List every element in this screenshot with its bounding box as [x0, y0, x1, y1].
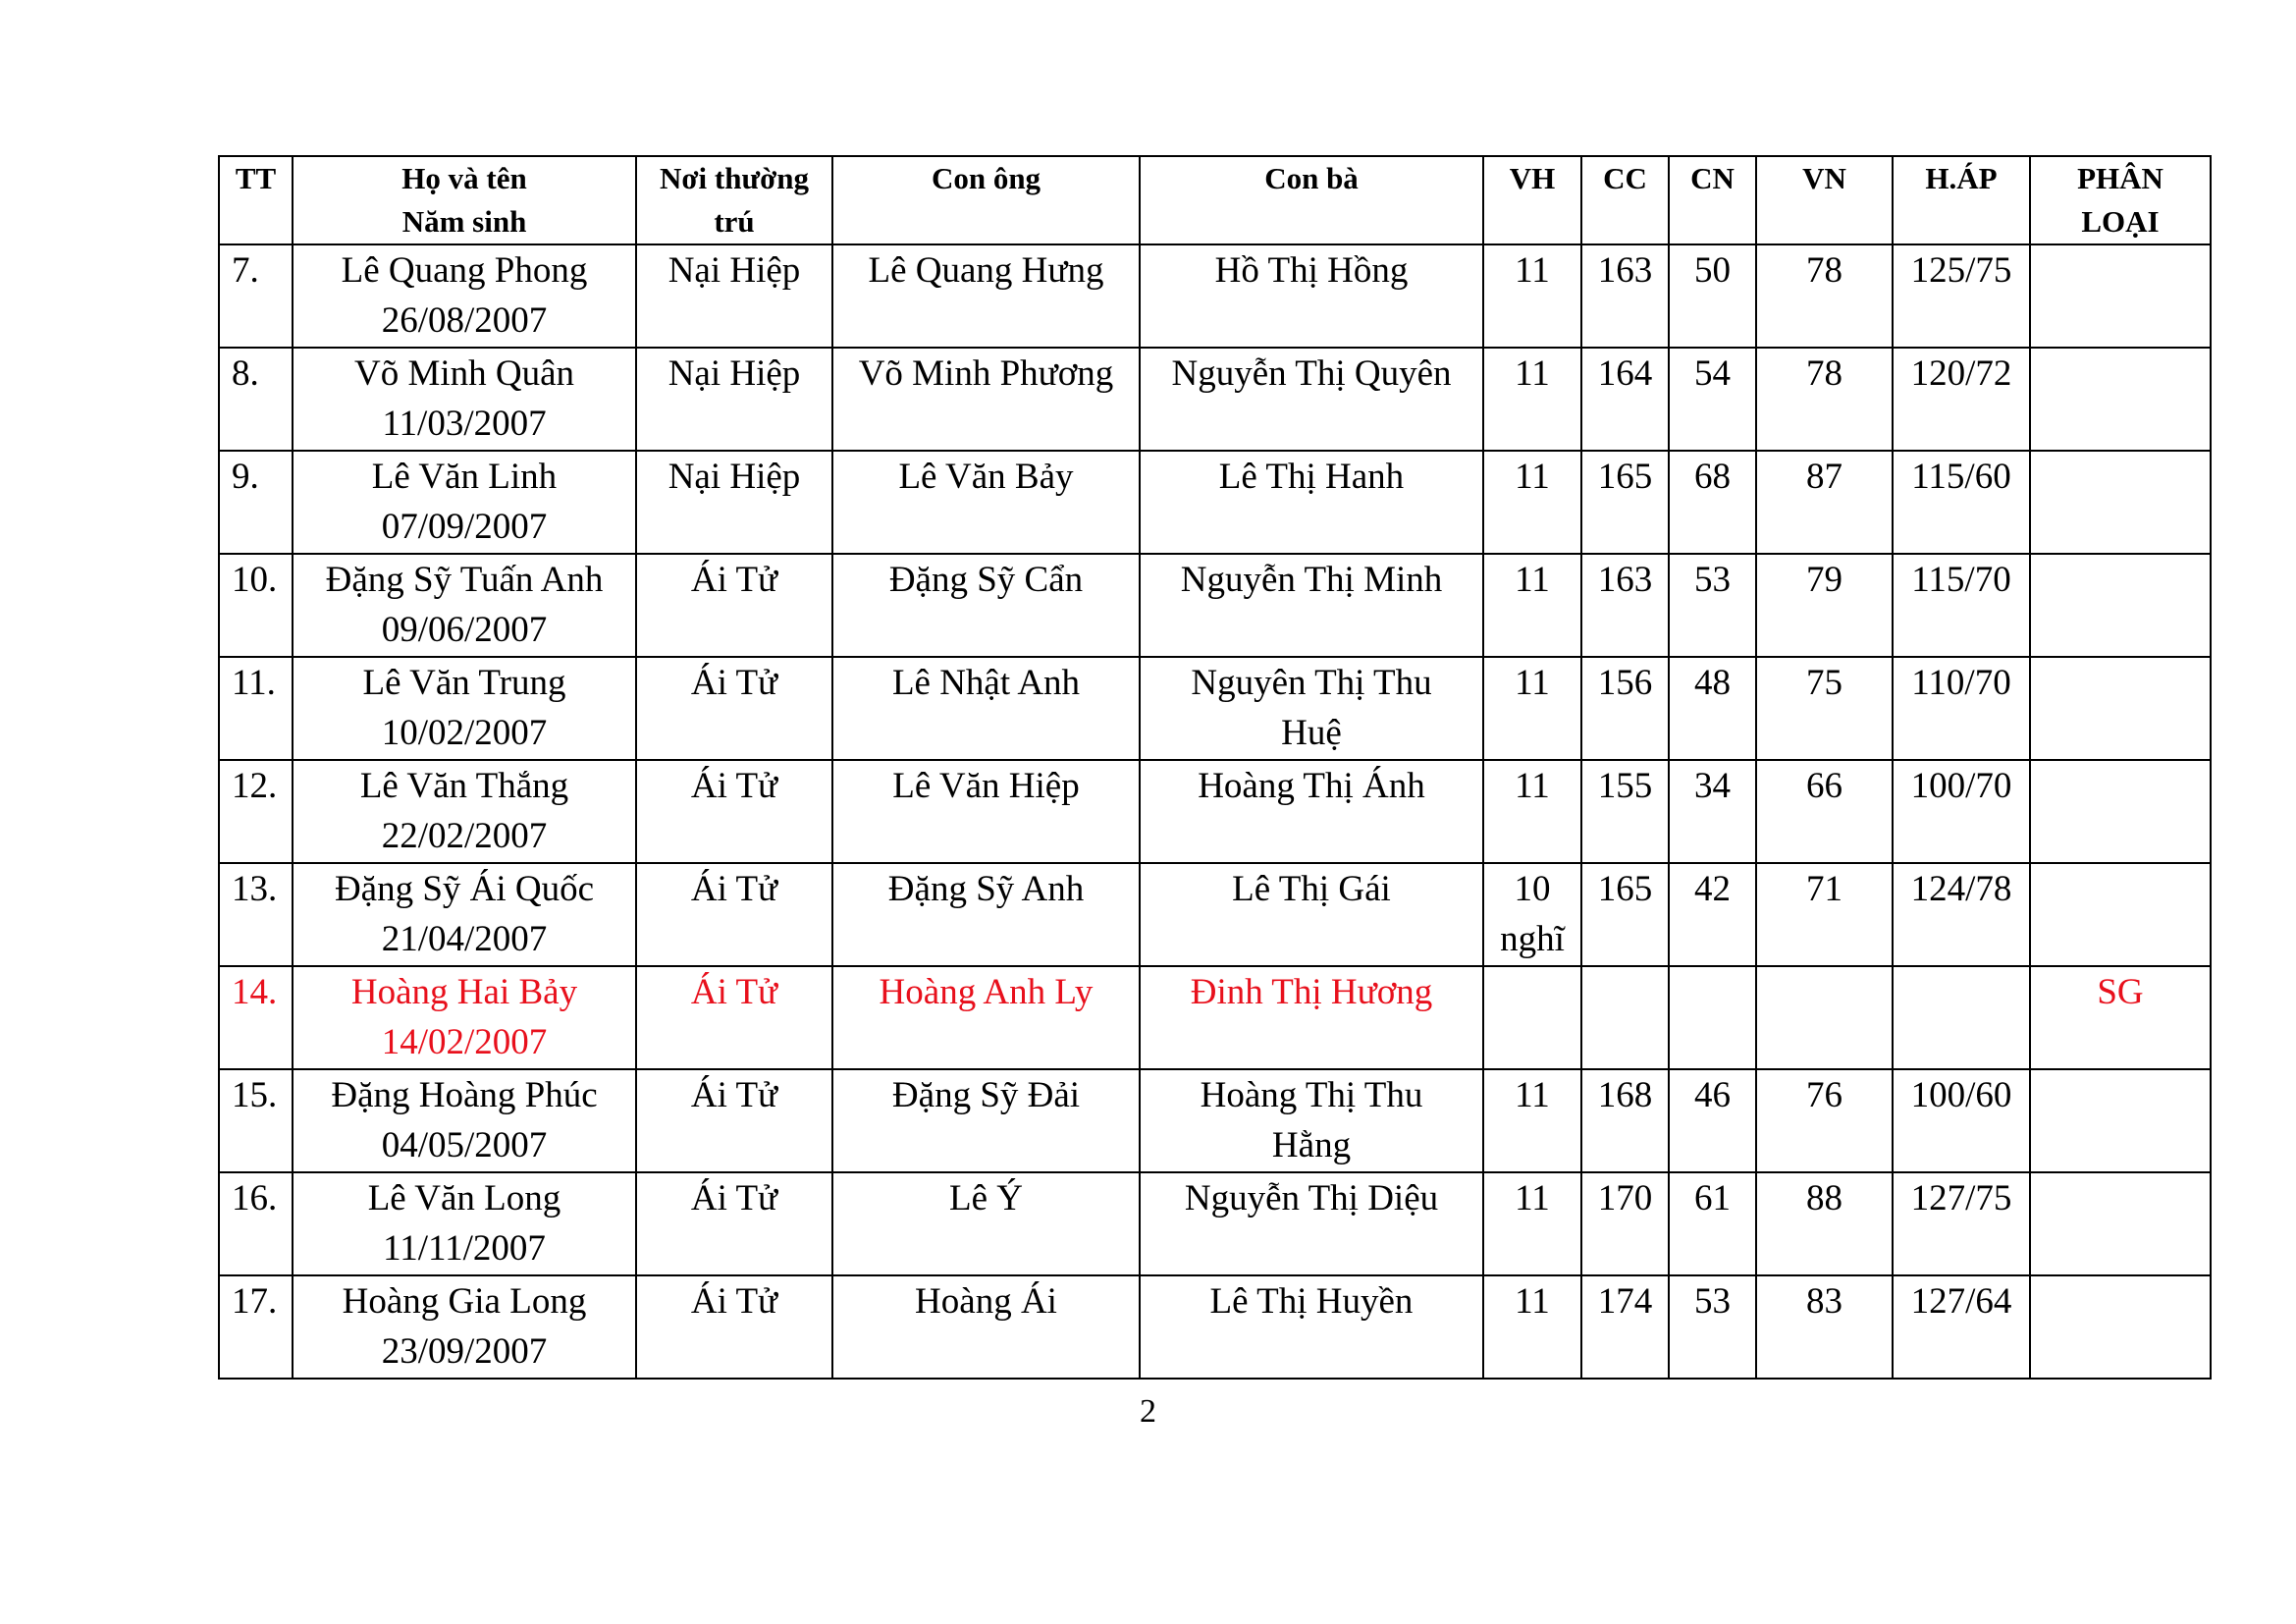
- cell-cc-text: 165: [1597, 869, 1653, 909]
- cell-father-text: Lê Văn Hiệp: [892, 766, 1080, 806]
- cell-vn: [1756, 1275, 1893, 1379]
- cell-hap-text: 100/70: [1910, 766, 2012, 806]
- table-row: [219, 1172, 2211, 1275]
- cell-mother-text: Nguyên Thị Thu: [1191, 663, 1432, 703]
- cell-name-dob-text: Võ Minh Quân: [353, 353, 575, 394]
- header-cn: CN: [1669, 156, 1756, 244]
- cell-tt: [219, 1069, 293, 1172]
- cell-mother-text: Lê Thị Hanh: [1218, 457, 1405, 497]
- cell-residence-text: Ái Tử: [690, 972, 778, 1012]
- cell-name-dob: [293, 244, 636, 348]
- cell-name-dob: [293, 966, 636, 1069]
- cell-residence-text: Ái Tử: [690, 663, 778, 703]
- cell-classification: [2030, 1069, 2211, 1172]
- cell-cc: [1581, 760, 1669, 863]
- cell-tt-text: 10.: [232, 560, 278, 600]
- table-row: [219, 1069, 2211, 1172]
- cell-name-dob-text: 22/02/2007: [381, 816, 548, 856]
- cell-cc-text: 163: [1597, 250, 1653, 291]
- cell-cc: [1581, 1069, 1669, 1172]
- cell-residence: [636, 966, 832, 1069]
- cell-residence-text: Nại Hiệp: [667, 250, 801, 291]
- cell-vh-text: 11: [1515, 663, 1550, 703]
- cell-cc-text: 164: [1597, 353, 1653, 394]
- cell-hap: [1893, 244, 2030, 348]
- cell-mother-text: Lê Thị Huyền: [1209, 1281, 1414, 1322]
- cell-cn: [1669, 966, 1756, 1069]
- cell-residence-text: Ái Tử: [690, 766, 778, 806]
- cell-residence: [636, 1069, 832, 1172]
- cell-cn-text: 48: [1694, 663, 1731, 703]
- cell-father: [832, 554, 1140, 657]
- cell-name-dob: [293, 1275, 636, 1379]
- cell-classification: [2030, 863, 2211, 966]
- cell-vh: [1483, 244, 1581, 348]
- cell-classification: [2030, 554, 2211, 657]
- cell-residence-text: Ái Tử: [690, 1075, 778, 1115]
- cell-cn: [1669, 1069, 1756, 1172]
- cell-cn: [1669, 1172, 1756, 1275]
- cell-father-text: Đặng Sỹ Anh: [887, 869, 1085, 909]
- cell-name-dob-text: Đặng Sỹ Ái Quốc: [334, 869, 595, 909]
- cell-cn-text: 53: [1694, 1281, 1731, 1322]
- cell-name-dob-text: Đặng Hoàng Phúc: [331, 1075, 598, 1115]
- cell-cc: [1581, 657, 1669, 760]
- cell-vh: [1483, 554, 1581, 657]
- cell-hap-text: 127/64: [1910, 1281, 2012, 1322]
- cell-hap-text: 100/60: [1910, 1075, 2012, 1115]
- cell-residence-text: Ái Tử: [690, 869, 778, 909]
- cell-vn: [1756, 966, 1893, 1069]
- cell-classification: [2030, 657, 2211, 760]
- cell-vn-text: 71: [1806, 869, 1842, 909]
- header-cc: CC: [1581, 156, 1669, 244]
- cell-mother: [1140, 1069, 1483, 1172]
- header-row: [219, 156, 2211, 244]
- cell-vh-text: 11: [1515, 250, 1550, 291]
- cell-name-dob-text: 07/09/2007: [381, 507, 548, 547]
- cell-name-dob-text: 11/03/2007: [382, 404, 547, 444]
- cell-cc-text: 156: [1597, 663, 1653, 703]
- cell-hap-text: 125/75: [1910, 250, 2012, 291]
- cell-name-dob-text: Hoàng Gia Long: [342, 1281, 587, 1322]
- cell-mother: [1140, 348, 1483, 451]
- cell-name-dob-text: 26/08/2007: [381, 300, 548, 341]
- cell-classification: [2030, 451, 2211, 554]
- cell-residence: [636, 1172, 832, 1275]
- cell-cn-text: 68: [1694, 457, 1731, 497]
- cell-vh: [1483, 966, 1581, 1069]
- cell-tt-text: 9.: [232, 457, 259, 497]
- table-row: [219, 760, 2211, 863]
- cell-name-dob-text: 11/11/2007: [383, 1228, 546, 1269]
- cell-name-dob: [293, 1172, 636, 1275]
- cell-mother-text: Huệ: [1281, 713, 1342, 753]
- cell-tt-text: 8.: [232, 353, 259, 394]
- cell-classification: [2030, 1275, 2211, 1379]
- cell-father: [832, 244, 1140, 348]
- cell-cn: [1669, 1275, 1756, 1379]
- table-row: [219, 244, 2211, 348]
- header-name-dob: Họ và tên Năm sinh: [293, 156, 636, 244]
- cell-classification: [2030, 966, 2211, 1069]
- cell-vh-text: 11: [1515, 353, 1550, 394]
- cell-vn-text: 76: [1806, 1075, 1842, 1115]
- cell-father: [832, 348, 1140, 451]
- cell-hap: [1893, 1172, 2030, 1275]
- cell-cn-text: 34: [1694, 766, 1731, 806]
- cell-hap-text: 110/70: [1911, 663, 2011, 703]
- cell-hap-text: 127/75: [1910, 1178, 2012, 1218]
- cell-vh: [1483, 1275, 1581, 1379]
- table-row: [219, 348, 2211, 451]
- cell-name-dob-text: 23/09/2007: [381, 1331, 548, 1372]
- cell-tt-text: 16.: [232, 1178, 278, 1218]
- cell-father: [832, 657, 1140, 760]
- cell-cn: [1669, 451, 1756, 554]
- cell-residence-text: Ái Tử: [690, 1178, 778, 1218]
- header-tt: TT: [219, 156, 293, 244]
- cell-name-dob-text: Lê Văn Linh: [371, 457, 558, 497]
- cell-mother-text: Nguyễn Thị Minh: [1180, 560, 1443, 600]
- cell-cc: [1581, 1275, 1669, 1379]
- cell-residence: [636, 348, 832, 451]
- cell-father-text: Võ Minh Phương: [858, 353, 1114, 394]
- cell-vn-text: 88: [1806, 1178, 1842, 1218]
- cell-tt: [219, 348, 293, 451]
- cell-cc: [1581, 244, 1669, 348]
- cell-mother-text: Nguyễn Thị Quyên: [1171, 353, 1452, 394]
- cell-vn: [1756, 760, 1893, 863]
- cell-father: [832, 1172, 1140, 1275]
- cell-vh: [1483, 451, 1581, 554]
- roster-table: [218, 155, 2212, 1380]
- cell-hap: [1893, 1275, 2030, 1379]
- cell-mother: [1140, 451, 1483, 554]
- cell-hap-text: 115/70: [1911, 560, 2011, 600]
- cell-tt: [219, 966, 293, 1069]
- cell-hap: [1893, 554, 2030, 657]
- cell-residence-text: Ái Tử: [690, 1281, 778, 1322]
- cell-tt-text: 15.: [232, 1075, 278, 1115]
- cell-classification: [2030, 348, 2211, 451]
- cell-vh: [1483, 760, 1581, 863]
- header-vn: VN: [1756, 156, 1893, 244]
- cell-tt: [219, 1172, 293, 1275]
- cell-father: [832, 1069, 1140, 1172]
- header-classification: PHÂN LOẠI: [2030, 156, 2211, 244]
- cell-residence: [636, 554, 832, 657]
- cell-residence: [636, 1275, 832, 1379]
- cell-father-text: Đặng Sỹ Đải: [891, 1075, 1081, 1115]
- cell-residence: [636, 760, 832, 863]
- cell-name-dob-text: Hoàng Hai Bảy: [350, 972, 578, 1012]
- cell-tt: [219, 657, 293, 760]
- cell-cn: [1669, 657, 1756, 760]
- cell-name-dob: [293, 451, 636, 554]
- cell-cc: [1581, 554, 1669, 657]
- cell-vn: [1756, 1172, 1893, 1275]
- cell-residence: [636, 244, 832, 348]
- cell-cc: [1581, 966, 1669, 1069]
- cell-mother: [1140, 760, 1483, 863]
- cell-vn: [1756, 554, 1893, 657]
- cell-tt: [219, 451, 293, 554]
- header-father: Con ông: [832, 156, 1140, 244]
- cell-vn: [1756, 348, 1893, 451]
- header-mother: Con bà: [1140, 156, 1483, 244]
- cell-tt-text: 13.: [232, 869, 278, 909]
- cell-vn: [1756, 1069, 1893, 1172]
- cell-father: [832, 1275, 1140, 1379]
- cell-hap: [1893, 966, 2030, 1069]
- cell-name-dob-text: 10/02/2007: [381, 713, 548, 753]
- cell-cc-text: 163: [1597, 560, 1653, 600]
- cell-vh-text: 11: [1515, 766, 1550, 806]
- cell-tt-text: 7.: [232, 250, 259, 291]
- cell-residence-text: Ái Tử: [690, 560, 778, 600]
- cell-tt: [219, 760, 293, 863]
- header-vh: VH: [1483, 156, 1581, 244]
- cell-hap: [1893, 348, 2030, 451]
- cell-tt: [219, 1275, 293, 1379]
- cell-cn-text: 50: [1694, 250, 1731, 291]
- cell-vn-text: 78: [1806, 353, 1842, 394]
- cell-name-dob: [293, 863, 636, 966]
- cell-name-dob-text: Đặng Sỹ Tuấn Anh: [325, 560, 604, 600]
- cell-father-text: Hoàng Anh Ly: [879, 972, 1094, 1012]
- cell-mother: [1140, 966, 1483, 1069]
- cell-father: [832, 863, 1140, 966]
- cell-father-text: Lê Văn Bảy: [898, 457, 1074, 497]
- cell-cn: [1669, 863, 1756, 966]
- cell-vh-text: 10: [1514, 869, 1551, 909]
- cell-cc: [1581, 1172, 1669, 1275]
- cell-vn: [1756, 244, 1893, 348]
- cell-father-text: Đặng Sỹ Cẩn: [888, 560, 1084, 600]
- cell-vn-text: 83: [1806, 1281, 1842, 1322]
- cell-cn-text: 46: [1694, 1075, 1731, 1115]
- cell-residence: [636, 863, 832, 966]
- table-row: [219, 451, 2211, 554]
- cell-name-dob-text: 09/06/2007: [381, 610, 548, 650]
- cell-tt-text: 11.: [232, 663, 276, 703]
- cell-mother-text: Nguyễn Thị Diệu: [1184, 1178, 1439, 1218]
- cell-cn: [1669, 760, 1756, 863]
- cell-classification: [2030, 1172, 2211, 1275]
- cell-name-dob: [293, 348, 636, 451]
- cell-mother-text: Hằng: [1271, 1125, 1352, 1165]
- cell-tt: [219, 863, 293, 966]
- cell-father-text: Hoàng Ái: [915, 1281, 1057, 1322]
- cell-mother: [1140, 1172, 1483, 1275]
- cell-father-text: Lê Ý: [949, 1178, 1023, 1218]
- cell-vn: [1756, 863, 1893, 966]
- cell-father: [832, 966, 1140, 1069]
- cell-vn-text: 66: [1806, 766, 1842, 806]
- cell-name-dob-text: Lê Văn Thắng: [359, 766, 569, 806]
- cell-father: [832, 760, 1140, 863]
- cell-cc: [1581, 348, 1669, 451]
- cell-mother: [1140, 657, 1483, 760]
- cell-name-dob-text: Lê Văn Trung: [362, 663, 566, 703]
- cell-tt-text: 14.: [232, 972, 278, 1012]
- table-row: [219, 966, 2211, 1069]
- cell-residence: [636, 657, 832, 760]
- cell-tt: [219, 554, 293, 657]
- table-row: [219, 1275, 2211, 1379]
- page-number: 2: [1140, 1393, 1156, 1430]
- cell-mother-text: Đinh Thị Hương: [1190, 972, 1433, 1012]
- cell-vh-text: 11: [1515, 1178, 1550, 1218]
- cell-vh-text: 11: [1515, 1075, 1550, 1115]
- cell-mother: [1140, 244, 1483, 348]
- cell-name-dob: [293, 554, 636, 657]
- cell-hap: [1893, 451, 2030, 554]
- cell-vn-text: 79: [1806, 560, 1842, 600]
- cell-cc-text: 168: [1597, 1075, 1653, 1115]
- cell-mother-text: Hồ Thị Hồng: [1214, 250, 1409, 291]
- cell-cn: [1669, 244, 1756, 348]
- cell-hap-text: 124/78: [1910, 869, 2012, 909]
- cell-hap-text: 115/60: [1911, 457, 2011, 497]
- cell-classification: [2030, 760, 2211, 863]
- cell-name-dob: [293, 657, 636, 760]
- cell-classification: [2030, 244, 2211, 348]
- roster-body: [219, 244, 2211, 1379]
- cell-hap: [1893, 1069, 2030, 1172]
- cell-cc: [1581, 863, 1669, 966]
- cell-vh-text: 11: [1515, 457, 1550, 497]
- cell-name-dob-text: Lê Văn Long: [367, 1178, 561, 1218]
- cell-vh-text: 11: [1515, 560, 1550, 600]
- cell-mother: [1140, 554, 1483, 657]
- cell-father: [832, 451, 1140, 554]
- cell-mother-text: Hoàng Thị Thu: [1200, 1075, 1423, 1115]
- cell-father-text: Lê Quang Hưng: [868, 250, 1104, 291]
- cell-hap: [1893, 657, 2030, 760]
- header-hap: H.ÁP: [1893, 156, 2030, 244]
- table-row: [219, 863, 2211, 966]
- cell-cn-text: 42: [1694, 869, 1731, 909]
- cell-tt-text: 17.: [232, 1281, 278, 1322]
- cell-vh: [1483, 1172, 1581, 1275]
- cell-cn: [1669, 554, 1756, 657]
- cell-residence-text: Nại Hiệp: [667, 353, 801, 394]
- cell-vh: [1483, 348, 1581, 451]
- cell-name-dob-text: 21/04/2007: [381, 919, 548, 959]
- table-row: [219, 554, 2211, 657]
- cell-mother-text: Lê Thị Gái: [1232, 869, 1391, 909]
- cell-father-text: Lê Nhật Anh: [891, 663, 1081, 703]
- cell-cc-text: 165: [1597, 457, 1653, 497]
- cell-vh-text: 11: [1515, 1281, 1550, 1322]
- cell-vh: [1483, 657, 1581, 760]
- cell-classification-text: SG: [2097, 972, 2144, 1012]
- cell-cn: [1669, 348, 1756, 451]
- cell-vn-text: 87: [1806, 457, 1842, 497]
- cell-cn-text: 54: [1694, 353, 1731, 394]
- cell-mother: [1140, 1275, 1483, 1379]
- cell-hap: [1893, 760, 2030, 863]
- cell-name-dob-text: 04/05/2007: [381, 1125, 548, 1165]
- header-residence: Nơi thường trú: [636, 156, 832, 244]
- cell-cc-text: 170: [1597, 1178, 1653, 1218]
- cell-vh-text: nghĩ: [1500, 919, 1565, 959]
- cell-residence: [636, 451, 832, 554]
- cell-vn: [1756, 657, 1893, 760]
- cell-name-dob: [293, 760, 636, 863]
- cell-cn-text: 61: [1694, 1178, 1731, 1218]
- cell-name-dob-text: Lê Quang Phong: [341, 250, 588, 291]
- cell-tt: [219, 244, 293, 348]
- cell-tt-text: 12.: [232, 766, 278, 806]
- cell-name-dob-text: 14/02/2007: [381, 1022, 548, 1062]
- cell-vn-text: 78: [1806, 250, 1842, 291]
- cell-vh: [1483, 863, 1581, 966]
- cell-hap: [1893, 863, 2030, 966]
- cell-name-dob: [293, 1069, 636, 1172]
- cell-residence-text: Nại Hiệp: [667, 457, 801, 497]
- cell-mother: [1140, 863, 1483, 966]
- cell-vh: [1483, 1069, 1581, 1172]
- cell-vn: [1756, 451, 1893, 554]
- table-row: [219, 657, 2211, 760]
- cell-cc-text: 155: [1597, 766, 1653, 806]
- cell-mother-text: Hoàng Thị Ánh: [1198, 766, 1425, 806]
- cell-cc: [1581, 451, 1669, 554]
- cell-cn-text: 53: [1694, 560, 1731, 600]
- cell-hap-text: 120/72: [1910, 353, 2012, 394]
- cell-cc-text: 174: [1597, 1281, 1653, 1322]
- cell-vn-text: 75: [1806, 663, 1842, 703]
